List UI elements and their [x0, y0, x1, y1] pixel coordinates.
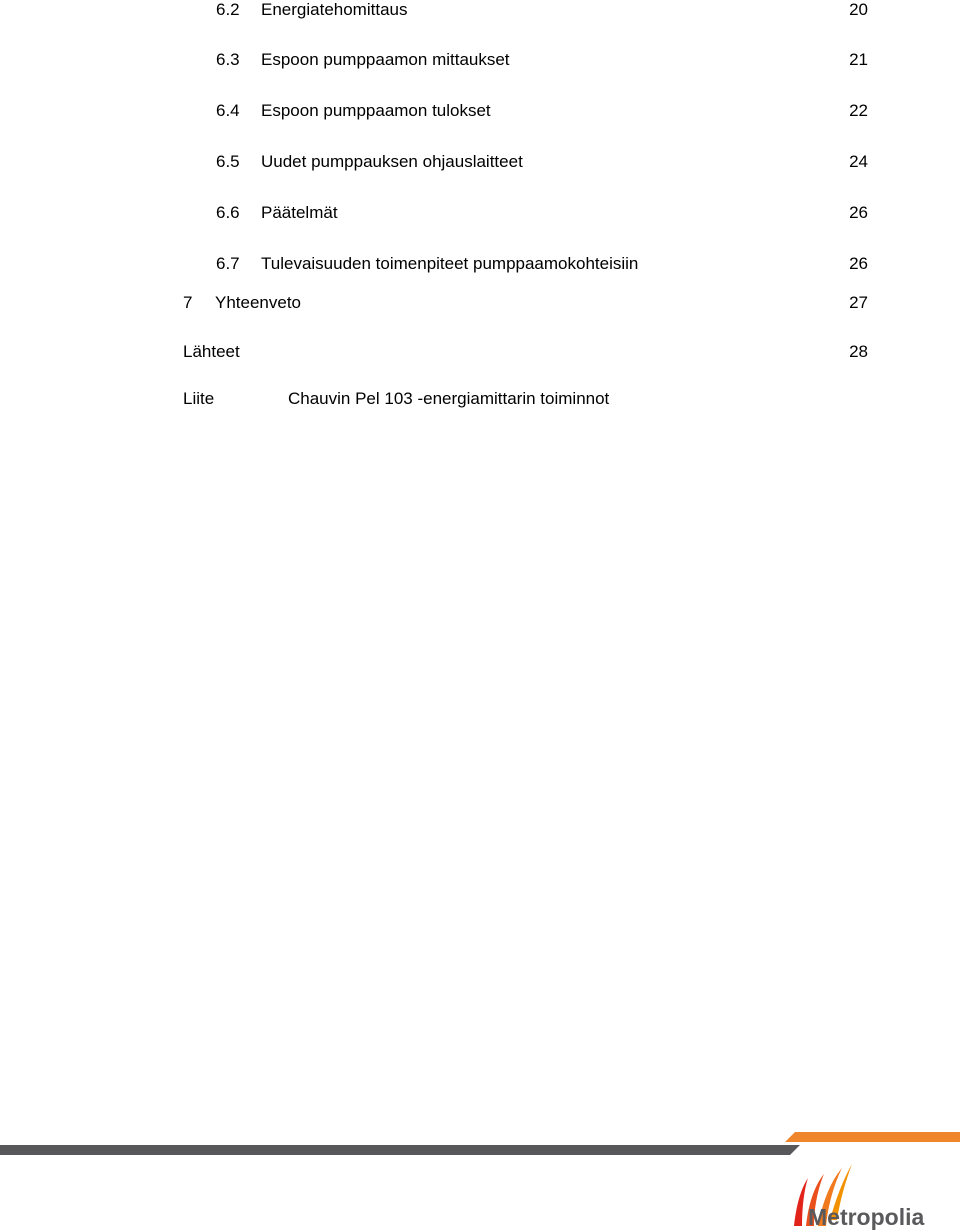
toc-entry-6-7[interactable] — [0, 254, 960, 274]
toc-entry-number: 6.7 — [216, 254, 240, 273]
toc-entry-title: Tulevaisuuden toimenpiteet pumppaamokohteisiin — [261, 254, 639, 273]
toc-entry-number: 6.5 — [216, 152, 240, 171]
toc-entry-6-2[interactable] — [0, 0, 960, 20]
toc-entry-number: 6.2 — [216, 0, 240, 19]
footer-orange-bar — [785, 1132, 960, 1142]
toc-entry-7[interactable] — [0, 293, 960, 313]
toc-entry-title: Yhteenveto — [215, 293, 302, 312]
toc-entry-page: 26 — [849, 203, 868, 222]
toc-entry-lahteet[interactable] — [0, 342, 960, 362]
toc-entry-title: Espoon pumppaamon tulokset — [261, 101, 491, 120]
toc-entry-page: 24 — [849, 152, 868, 171]
toc-entry-title: Lähteet — [183, 342, 240, 361]
toc-entry-6-6[interactable] — [0, 203, 960, 223]
toc-entry-page: 20 — [849, 0, 868, 19]
toc-entry-title: Energiatehomittaus — [261, 0, 408, 19]
toc-entry-title: Päätelmät — [261, 203, 338, 222]
toc-entry-appendix[interactable] — [0, 389, 960, 409]
footer-gray-bar — [0, 1145, 790, 1155]
logo-stroke-1 — [794, 1178, 808, 1226]
toc-entry-title: Espoon pumppaamon mittaukset — [261, 50, 510, 69]
toc-entry-number: 6.3 — [216, 50, 240, 69]
toc-entry-page: 22 — [849, 101, 868, 120]
toc-entry-page: 21 — [849, 50, 868, 69]
toc-entry-6-4[interactable] — [0, 101, 960, 121]
toc-entry-page: 27 — [849, 293, 868, 312]
toc-entry-number: 6.4 — [216, 101, 240, 120]
toc-entry-number: 7 — [183, 293, 193, 312]
footer-stripe — [0, 1130, 960, 1160]
toc-entry-6-3[interactable] — [0, 50, 960, 70]
appendix-label: Liite — [183, 389, 215, 408]
toc-entry-number: 6.6 — [216, 203, 240, 222]
toc-entry-page: 28 — [849, 342, 868, 361]
metropolia-logo-text: Metropolia — [808, 1204, 925, 1230]
appendix-title: Chauvin Pel 103 -energiamittarin toiminnot — [288, 389, 610, 408]
toc-entry-6-5[interactable] — [0, 152, 960, 172]
toc-entry-title: Uudet pumppauksen ohjauslaitteet — [261, 152, 523, 171]
toc-entry-page: 26 — [849, 254, 868, 273]
